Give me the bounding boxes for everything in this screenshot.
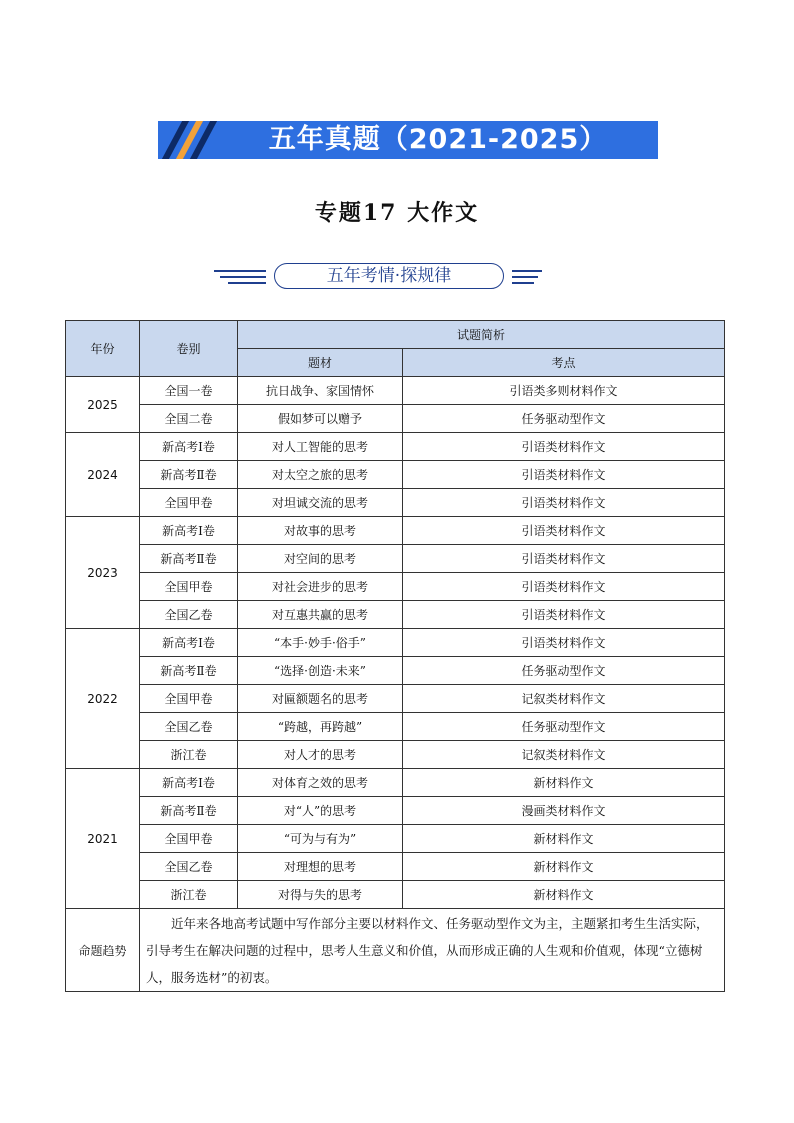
- topic-cell: “跨越，再跨越”: [238, 713, 403, 741]
- paper-cell: 新高考Ⅰ卷: [140, 769, 238, 797]
- header-point: 考点: [403, 349, 725, 377]
- paper-cell: 全国甲卷: [140, 825, 238, 853]
- topic-cell: 对人才的思考: [238, 741, 403, 769]
- topic-cell: 对理想的思考: [238, 853, 403, 881]
- paper-cell: 浙江卷: [140, 881, 238, 909]
- point-cell: 任务驱动型作文: [403, 405, 725, 433]
- paper-cell: 全国一卷: [140, 377, 238, 405]
- point-cell: 新材料作文: [403, 881, 725, 909]
- header-paper: 卷别: [140, 321, 238, 377]
- paper-cell: 新高考Ⅱ卷: [140, 545, 238, 573]
- point-cell: 任务驱动型作文: [403, 657, 725, 685]
- point-cell: 引语类材料作文: [403, 573, 725, 601]
- year-cell: 2024: [66, 433, 140, 517]
- decor-line: [228, 282, 266, 284]
- section-heading: [214, 263, 544, 291]
- section-title: 五年考情·探规律: [274, 263, 504, 289]
- topic-cell: 对得与失的思考: [238, 881, 403, 909]
- decor-line: [220, 276, 266, 278]
- paper-cell: 新高考Ⅱ卷: [140, 657, 238, 685]
- topic-cell: 对空间的思考: [238, 545, 403, 573]
- paper-cell: 新高考Ⅰ卷: [140, 517, 238, 545]
- paper-cell: 全国甲卷: [140, 489, 238, 517]
- topic-cell: 对人工智能的思考: [238, 433, 403, 461]
- year-cell: 2021: [66, 769, 140, 909]
- topic-cell: “选择·创造·未来”: [238, 657, 403, 685]
- paper-cell: 新高考Ⅰ卷: [140, 433, 238, 461]
- paper-cell: 全国乙卷: [140, 713, 238, 741]
- year-cell: 2025: [66, 377, 140, 433]
- paper-cell: 浙江卷: [140, 741, 238, 769]
- paper-cell: 新高考Ⅱ卷: [140, 797, 238, 825]
- decor-line: [512, 282, 534, 284]
- paper-cell: 全国二卷: [140, 405, 238, 433]
- topic-cell: 对太空之旅的思考: [238, 461, 403, 489]
- point-cell: 引语类多则材料作文: [403, 377, 725, 405]
- exam-table: [65, 320, 725, 992]
- topic-cell: 对故事的思考: [238, 517, 403, 545]
- point-cell: 新材料作文: [403, 853, 725, 881]
- paper-cell: 全国乙卷: [140, 853, 238, 881]
- point-cell: 引语类材料作文: [403, 489, 725, 517]
- topic-cell: 对互惠共赢的思考: [238, 601, 403, 629]
- header-banner: [158, 121, 658, 159]
- point-cell: 记叙类材料作文: [403, 741, 725, 769]
- point-cell: 引语类材料作文: [403, 517, 725, 545]
- decor-line: [214, 270, 266, 272]
- header-topic: 题材: [238, 349, 403, 377]
- topic-cell: 对体育之效的思考: [238, 769, 403, 797]
- point-cell: 引语类材料作文: [403, 433, 725, 461]
- point-cell: 记叙类材料作文: [403, 685, 725, 713]
- point-cell: 引语类材料作文: [403, 545, 725, 573]
- paper-cell: 全国乙卷: [140, 601, 238, 629]
- topic-cell: “本手·妙手·俗手”: [238, 629, 403, 657]
- point-cell: 新材料作文: [403, 825, 725, 853]
- subject-title: 专题17 大作文: [314, 200, 480, 226]
- decor-line: [512, 270, 542, 272]
- topic-cell: 对社会进步的思考: [238, 573, 403, 601]
- topic-cell: 对坦诚交流的思考: [238, 489, 403, 517]
- point-cell: 引语类材料作文: [403, 601, 725, 629]
- year-cell: 2022: [66, 629, 140, 769]
- banner-title: 五年真题（2021-2025）: [268, 124, 608, 155]
- paper-cell: 全国甲卷: [140, 685, 238, 713]
- topic-cell: “可为与有为”: [238, 825, 403, 853]
- topic-cell: 对匾额题名的思考: [238, 685, 403, 713]
- point-cell: 任务驱动型作文: [403, 713, 725, 741]
- point-cell: 引语类材料作文: [403, 461, 725, 489]
- decor-line: [512, 276, 538, 278]
- topic-cell: 抗日战争、家国情怀: [238, 377, 403, 405]
- trend-text: 近年来各地高考试题中写作部分主要以材料作文、任务驱动型作文为主，主题紧扣考生生活实际，引导考生在解决问题的过程中，思考人生意义和价值，从而形成正确的人生观和价值观，体现“立德树人，服务选材”的初衷。: [140, 909, 725, 992]
- paper-cell: 新高考Ⅱ卷: [140, 461, 238, 489]
- paper-cell: 新高考Ⅰ卷: [140, 629, 238, 657]
- year-cell: 2023: [66, 517, 140, 629]
- header-year: 年份: [66, 321, 140, 377]
- trend-label: 命题趋势: [66, 909, 140, 992]
- header-analysis: 试题简析: [238, 321, 725, 349]
- point-cell: 引语类材料作文: [403, 629, 725, 657]
- point-cell: 漫画类材料作文: [403, 797, 725, 825]
- topic-cell: 假如梦可以赠予: [238, 405, 403, 433]
- topic-cell: 对“人”的思考: [238, 797, 403, 825]
- point-cell: 新材料作文: [403, 769, 725, 797]
- paper-cell: 全国甲卷: [140, 573, 238, 601]
